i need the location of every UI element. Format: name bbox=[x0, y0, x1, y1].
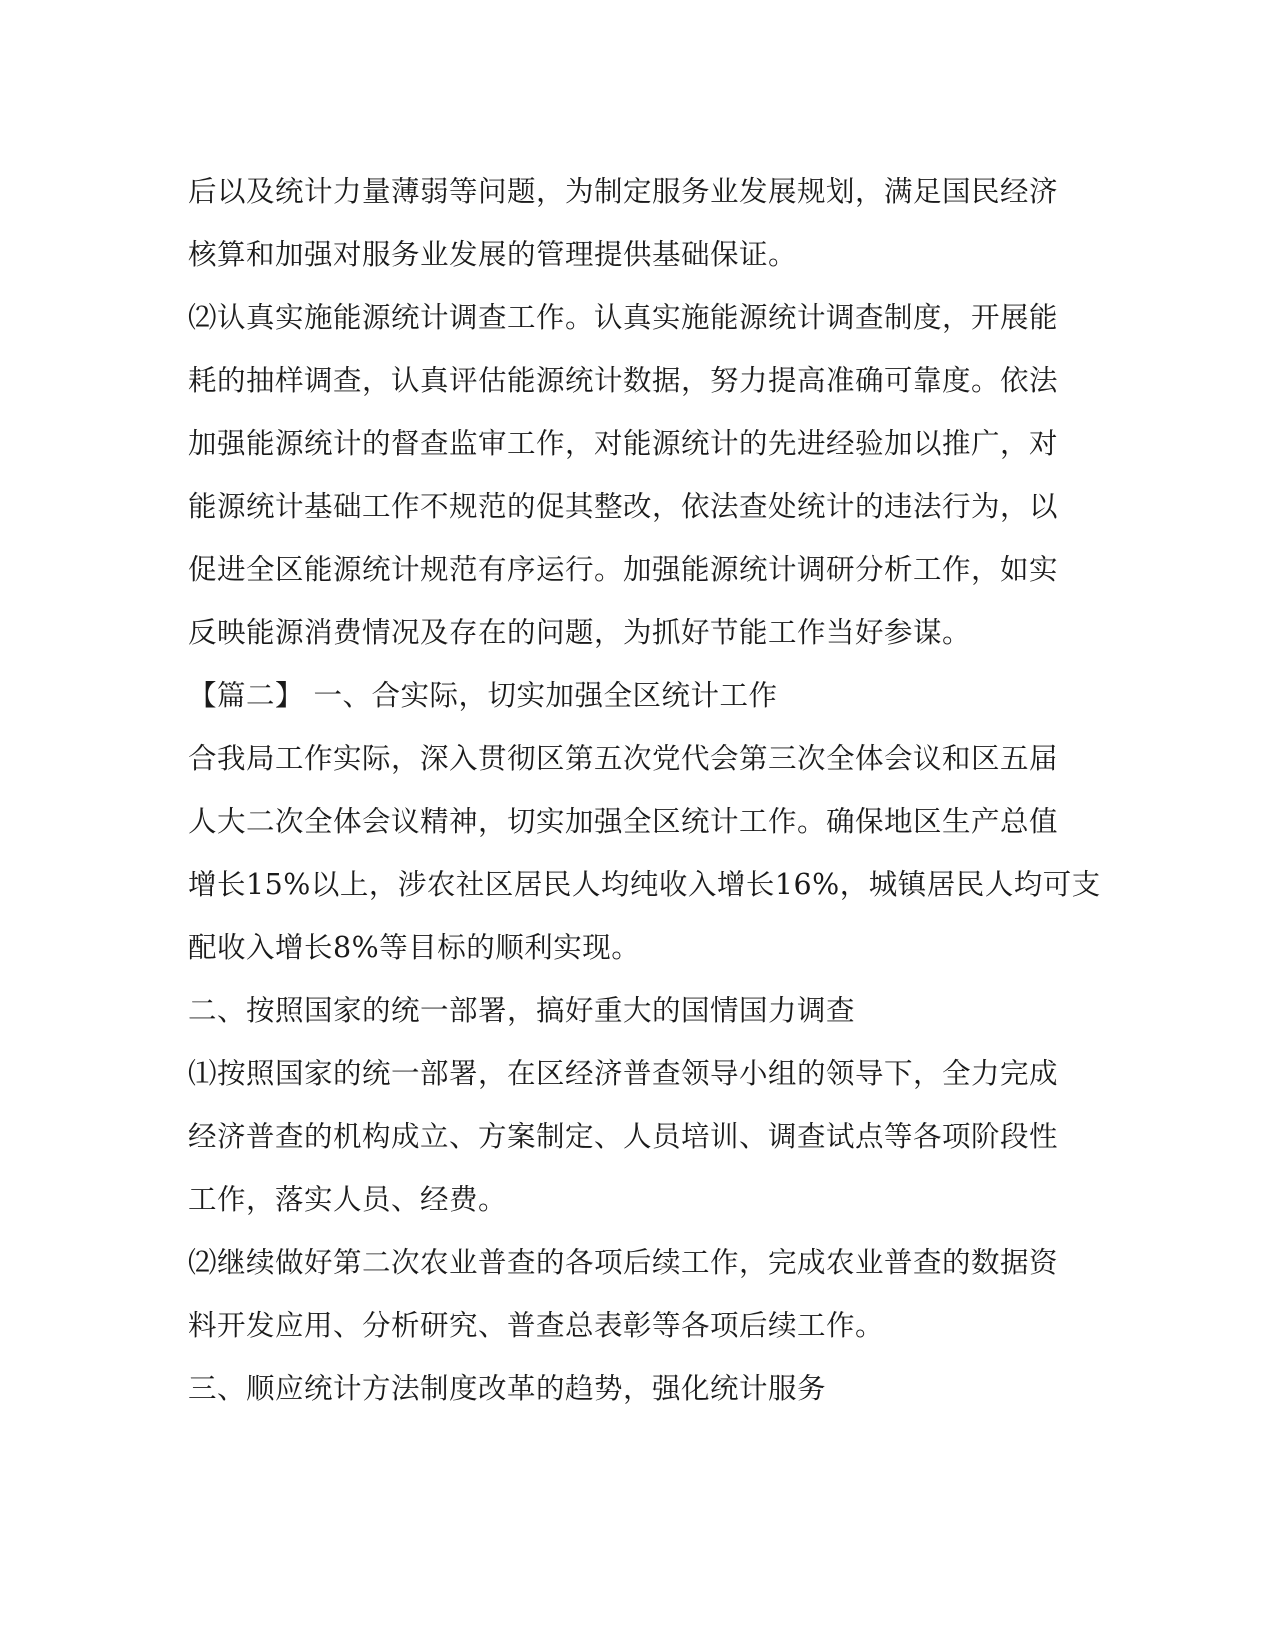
text-line: 反映能源消费情况及存在的问题，为抓好节能工作当好参谋。 bbox=[188, 616, 972, 649]
text-line: 料开发应用、分析研究、普查总表彰等各项后续工作。 bbox=[188, 1309, 885, 1342]
text-line: ⑴按照国家的统一部署，在区经济普查领导小组的领导下，全力完成 bbox=[188, 1057, 1059, 1090]
section-heading: 【篇二】 一、合实际，切实加强全区统计工作 bbox=[188, 679, 778, 712]
text-line: 工作，落实人员、经费。 bbox=[188, 1183, 508, 1216]
text-line: 合我局工作实际，深入贯彻区第五次党代会第三次全体会议和区五届 bbox=[188, 742, 1059, 775]
text-line: 增长15%以上，涉农社区居民人均纯收入增长16%，城镇居民人均可支 bbox=[188, 868, 1101, 901]
text-line: 能源统计基础工作不规范的促其整改，依法查处统计的违法行为，以 bbox=[188, 490, 1059, 523]
text-line: 后以及统计力量薄弱等问题，为制定服务业发展规划，满足国民经济 bbox=[188, 175, 1059, 208]
text-line: 核算和加强对服务业发展的管理提供基础保证。 bbox=[188, 238, 798, 271]
text-line: ⑵认真实施能源统计调查工作。认真实施能源统计调查制度，开展能 bbox=[188, 301, 1059, 334]
section-heading: 三、顺应统计方法制度改革的趋势，强化统计服务 bbox=[188, 1372, 827, 1405]
text-line: 加强能源统计的督查监审工作，对能源统计的先进经验加以推广，对 bbox=[188, 427, 1059, 460]
section-heading: 二、按照国家的统一部署，搞好重大的国情国力调查 bbox=[188, 994, 856, 1027]
body-text bbox=[188, 160, 1101, 1420]
text-line: 人大二次全体会议精神，切实加强全区统计工作。确保地区生产总值 bbox=[188, 805, 1059, 838]
text-line: ⑵继续做好第二次农业普查的各项后续工作，完成农业普查的数据资 bbox=[188, 1246, 1059, 1279]
text-line: 配收入增长8%等目标的顺利实现。 bbox=[188, 931, 641, 964]
text-line: 经济普查的机构成立、方案制定、人员培训、调查试点等各项阶段性 bbox=[188, 1120, 1059, 1153]
text-line: 耗的抽样调查，认真评估能源统计数据，努力提高准确可靠度。依法 bbox=[188, 364, 1059, 397]
text-line: 促进全区能源统计规范有序运行。加强能源统计调研分析工作，如实 bbox=[188, 553, 1059, 586]
